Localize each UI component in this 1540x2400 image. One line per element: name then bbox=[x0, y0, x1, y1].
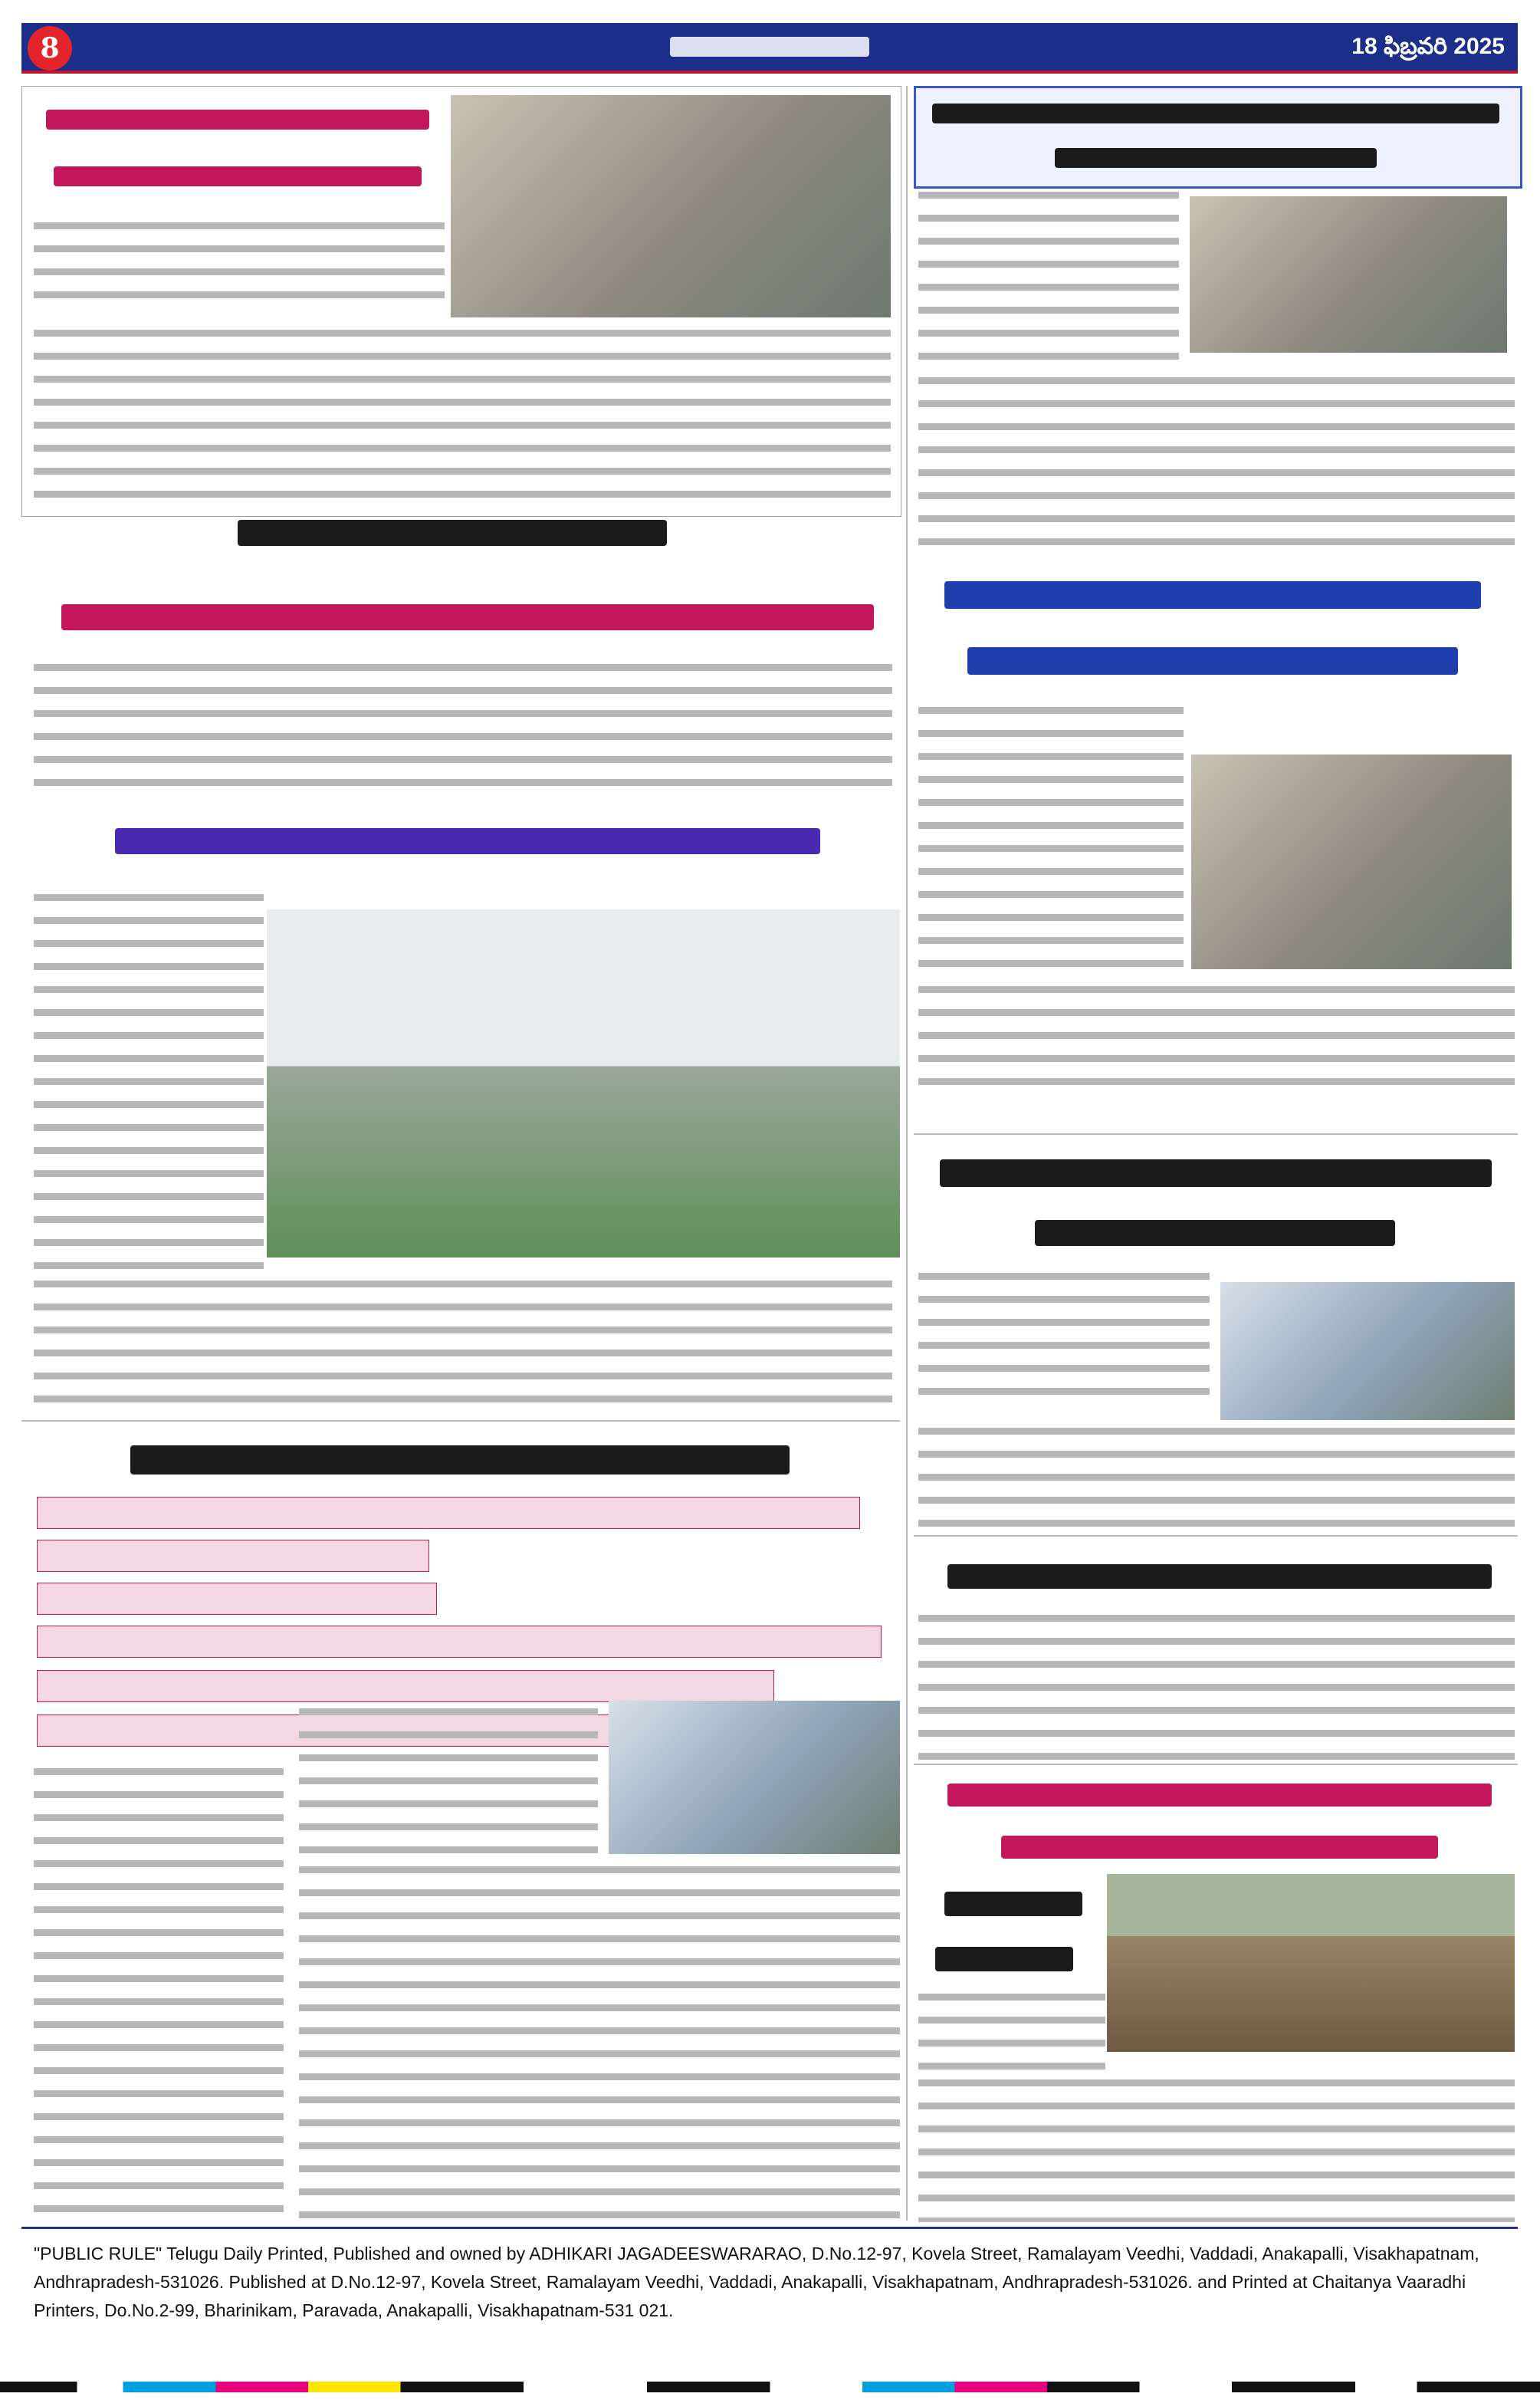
headline-golugonda-protest-line2 bbox=[38, 153, 437, 199]
article-alluri-body bbox=[34, 894, 264, 1277]
subhead-ferro-4 bbox=[37, 1626, 882, 1658]
footer-imprint: "PUBLIC RULE" Telugu Daily Printed, Published and owned by ADHIKARI JAGADEESWARARAO, D.No.12-97, Kovela Street, Ramalayam Veedhi, Vaddadi, Anakapalli, Visakhapatnam, Andhrapradesh-531026. Published at D.No.12-97, Kovela Street, Ramalayam Veedhi, Vaddadi, Anakapalli, Visakhapatnam, Andhrapradesh-531026. and Printed at Chaitanya Vaaradhi Printers, Do.No.2-99, Bharinikam, Paravada, Anakapalli, Visakhapatnam-531 021. bbox=[34, 2244, 1479, 2320]
photo-martial-arts-award bbox=[1191, 755, 1512, 969]
deck-alluri bbox=[34, 664, 892, 802]
color-registration-bar bbox=[0, 2382, 1540, 2392]
headline-achyutapuram bbox=[940, 1552, 1499, 1601]
subhead-ferro-1 bbox=[37, 1497, 860, 1529]
article-martial-arts-body-wide bbox=[918, 986, 1515, 1101]
article-natusara-body bbox=[918, 1273, 1210, 1403]
headline-alluri-line3 bbox=[107, 813, 828, 870]
divider-left-1 bbox=[21, 1420, 900, 1422]
headline-chinthaluru bbox=[924, 92, 1507, 135]
headline-ferro-company bbox=[123, 1431, 797, 1489]
subhead-ferro-5 bbox=[37, 1670, 774, 1702]
headline-natusara-line2 bbox=[1027, 1207, 1403, 1259]
headline-natusara bbox=[932, 1146, 1499, 1201]
footer-imprint-box bbox=[21, 2227, 1518, 2319]
headline-golugonda-protest bbox=[38, 97, 437, 143]
article-chinthaluru-body-wide bbox=[918, 377, 1515, 549]
headline-martial-arts bbox=[937, 567, 1489, 623]
divider-right-2 bbox=[914, 1535, 1518, 1537]
divider-right-1 bbox=[914, 1133, 1518, 1135]
headline-krishnadevipeta bbox=[940, 1773, 1499, 1817]
page-number-badge: 8 bbox=[28, 26, 72, 71]
headline-krishnadevipeta-line2 bbox=[993, 1825, 1446, 1869]
article-ferro-col2-wide bbox=[299, 1866, 900, 2221]
headline-alluri bbox=[230, 506, 675, 560]
article-martial-arts-body bbox=[918, 707, 1184, 978]
article-krishnadevipeta-body-wide bbox=[918, 2079, 1515, 2222]
article-ferro-col1 bbox=[34, 1768, 284, 2221]
article-golugonda-body bbox=[34, 222, 445, 314]
photo-natusara-arrest bbox=[1220, 1282, 1515, 1420]
photo-forest-construction bbox=[1107, 1874, 1515, 2052]
article-chinthaluru-body bbox=[918, 192, 1179, 368]
subhead-ferro-3 bbox=[37, 1583, 437, 1615]
article-alluri-body-wide bbox=[34, 1281, 892, 1415]
article-krishnadevipeta-body bbox=[918, 1994, 1105, 2070]
headline-dfo-samuel bbox=[937, 1879, 1090, 1929]
headline-chinthaluru-line2 bbox=[924, 136, 1507, 179]
column-divider bbox=[906, 86, 908, 2221]
masthead-date: 18 ఫిబ్రవరి 2025 bbox=[1351, 34, 1505, 59]
photo-ferro-workers bbox=[609, 1701, 900, 1854]
divider-right-3 bbox=[914, 1764, 1518, 1765]
article-ferro-col2 bbox=[299, 1708, 598, 1854]
masthead-title bbox=[670, 37, 869, 57]
headline-martial-arts-line2 bbox=[960, 633, 1466, 689]
headline-alluri-line2 bbox=[46, 590, 889, 644]
article-achyutapuram-body bbox=[918, 1615, 1515, 1768]
article-golugonda-body-wide bbox=[34, 330, 891, 506]
photo-chinthaluru-temple bbox=[1190, 196, 1507, 353]
photo-alluri-houses bbox=[267, 909, 900, 1258]
article-natusara-body-wide bbox=[918, 1428, 1515, 1527]
headline-dfo-samuel-line2 bbox=[928, 1934, 1081, 1984]
photo-golugonda-protest bbox=[451, 95, 891, 317]
subhead-ferro-2 bbox=[37, 1540, 429, 1572]
